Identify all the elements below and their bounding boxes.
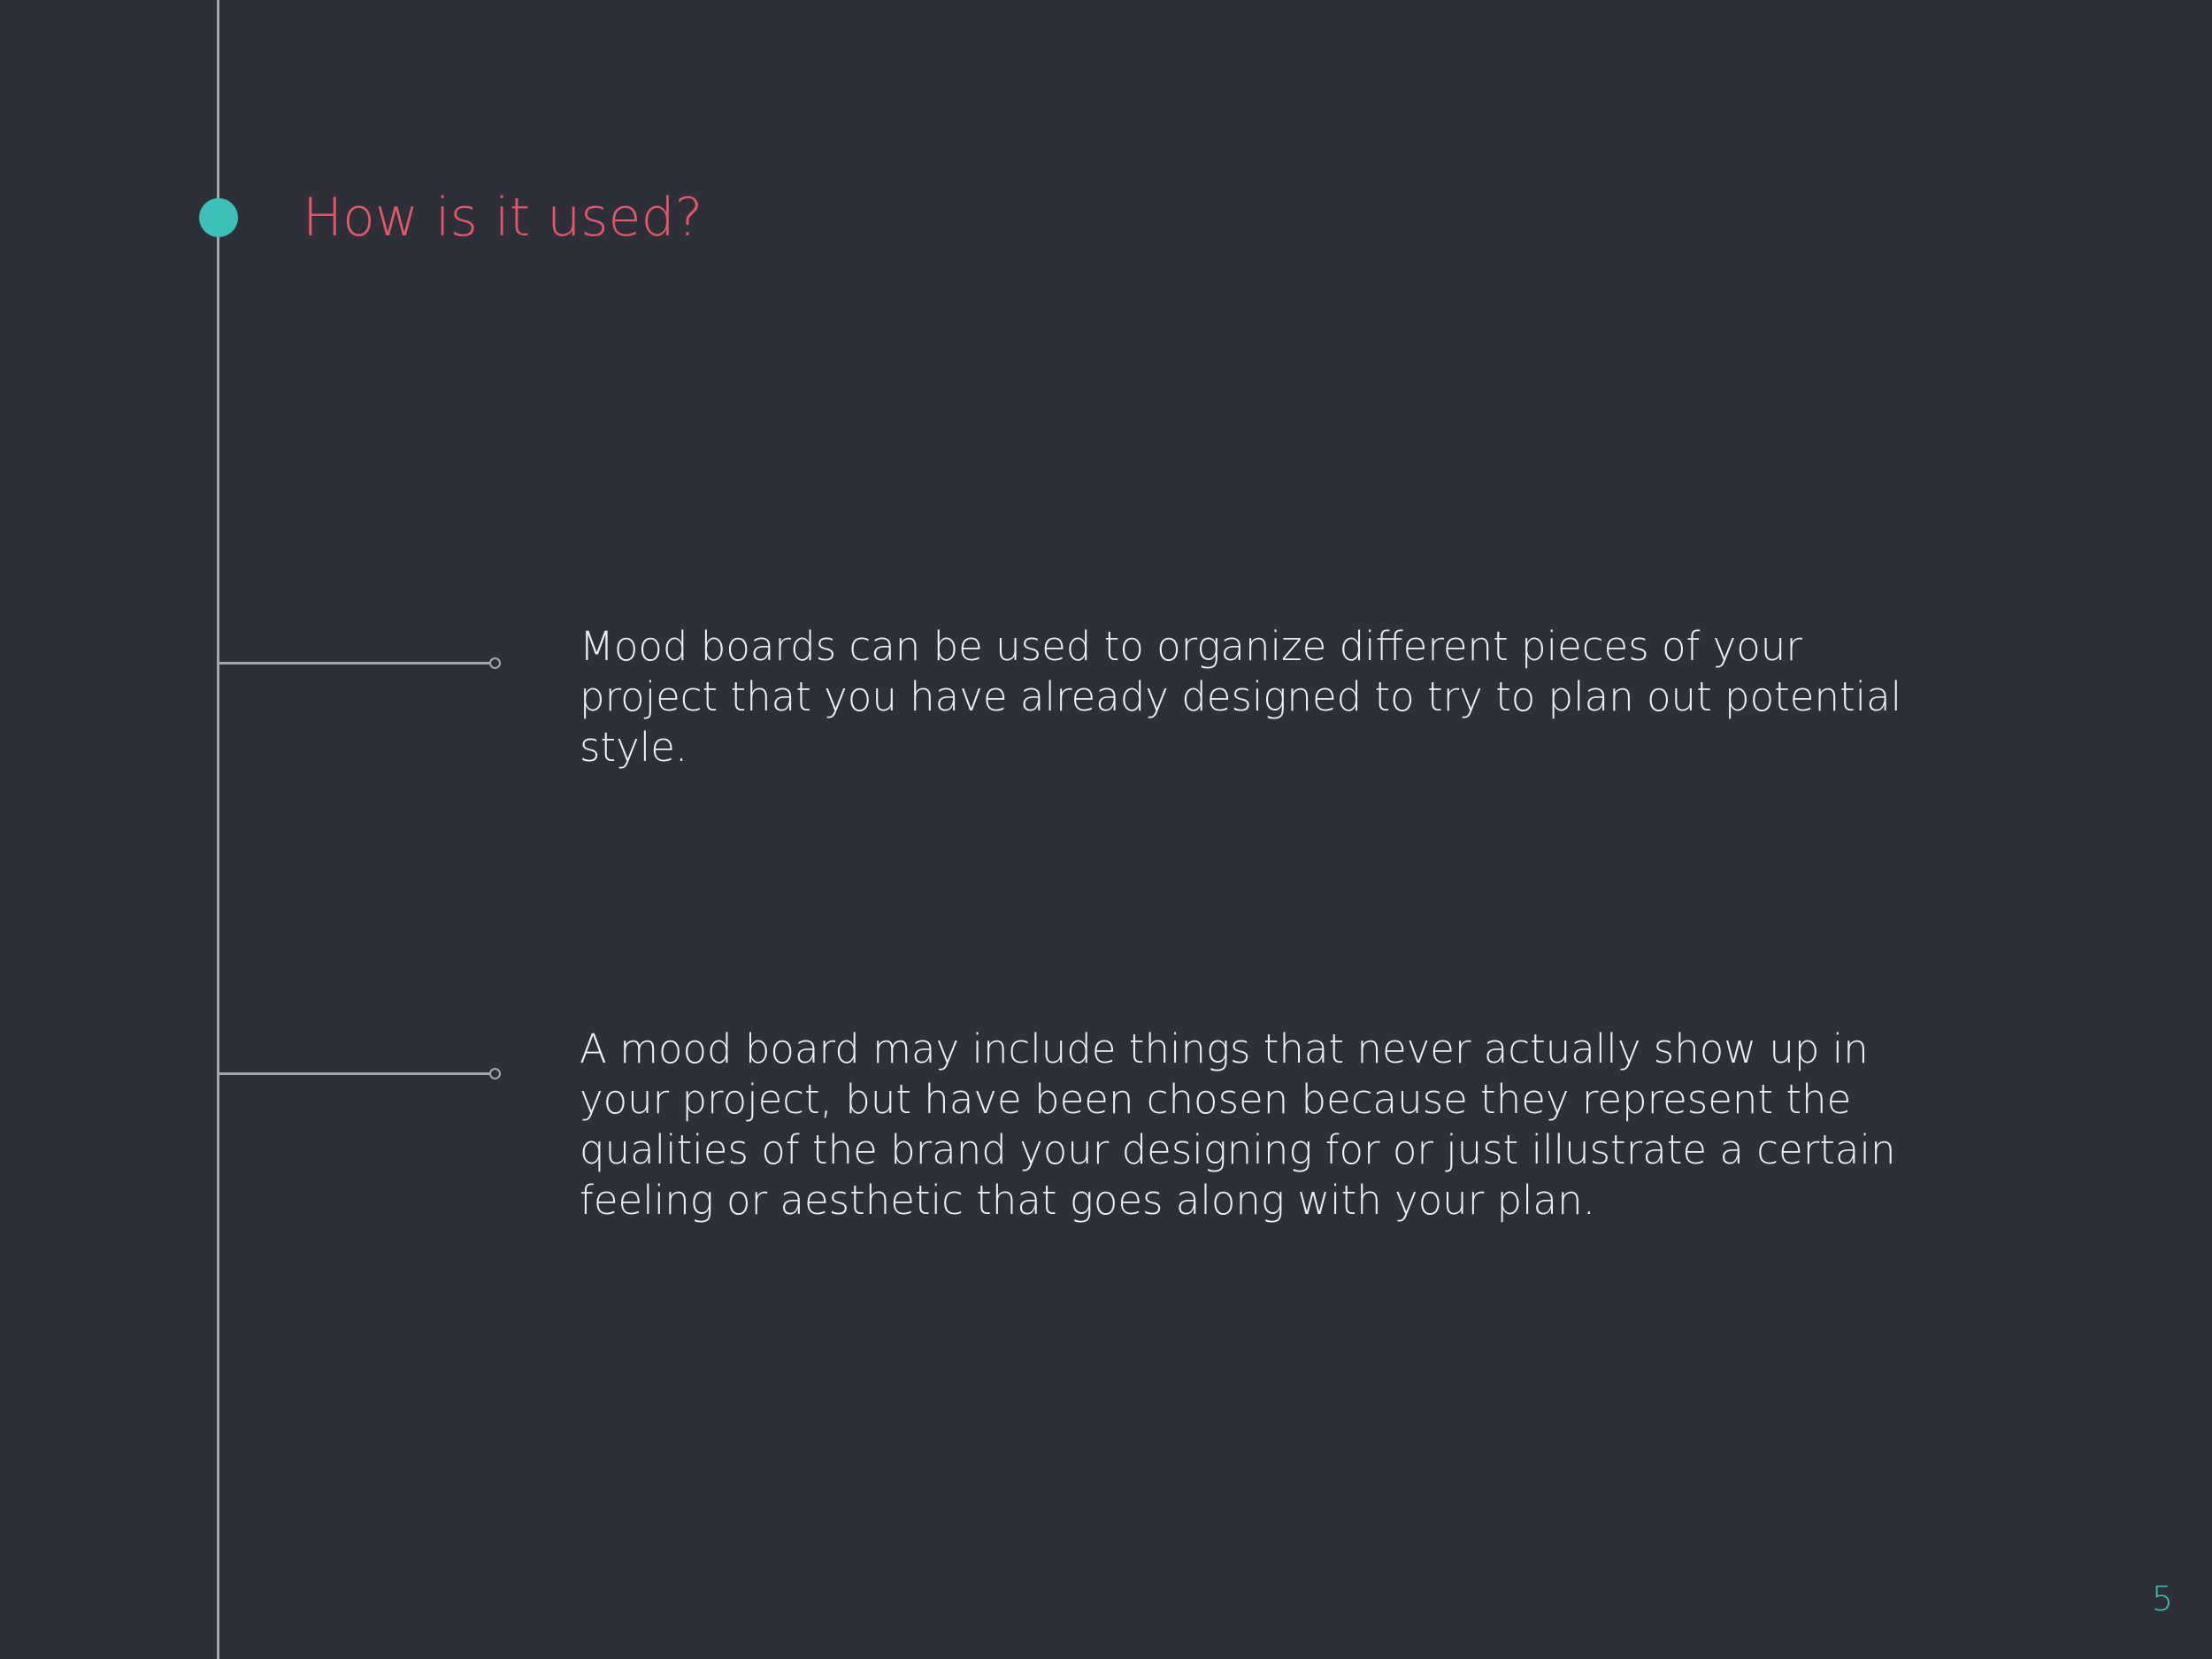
slide-title: How is it used? xyxy=(303,187,703,249)
point-text-1: Mood boards can be used to organize different pieces of your project that you have already designed to try to plan out potential style. xyxy=(580,623,1902,771)
timeline-line xyxy=(217,0,219,1659)
page-number: 5 xyxy=(2151,1579,2173,1618)
connector-endpoint-icon xyxy=(489,1068,501,1079)
timeline-connector-1 xyxy=(219,662,489,664)
timeline-connector-2 xyxy=(219,1072,489,1075)
connector-endpoint-icon xyxy=(489,657,501,669)
timeline-dot-icon xyxy=(199,198,238,237)
point-text-2: A mood board may include things that never actually show up in your project, but have been chosen because they represent the qualities of the brand your designing for or just illustrate a certain feeling or aesthetic that goes along with your plan. xyxy=(580,1025,1896,1224)
